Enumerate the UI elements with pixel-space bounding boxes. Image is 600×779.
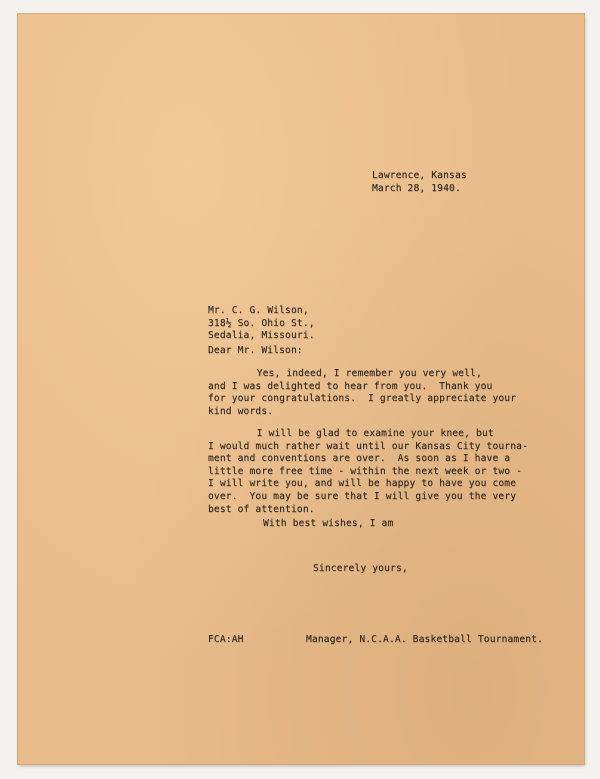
paragraph-line: and I was delighted to hear from you. Thank you — [208, 380, 493, 392]
paragraph-line: best of attention. — [208, 503, 315, 515]
recipient-name: Mr. C. G. Wilson, — [208, 305, 309, 316]
paragraph-line: I would much rather wait until our Kansas City tourna- — [208, 440, 528, 452]
dateline-city: Lawrence, Kansas — [372, 170, 467, 181]
paragraph-line: I will be glad to examine your knee, but — [233, 428, 494, 439]
reference-initials: FCA:AH — [208, 634, 244, 645]
dateline-date: March 28, 1940. — [372, 182, 461, 194]
recipient-address — [208, 305, 315, 343]
paragraph-line: for your congratulations. I greatly appreciate your — [208, 393, 517, 405]
recipient-street: 318½ So. Ohio St., — [208, 317, 315, 329]
closing-wishes: With best wishes, I am — [263, 518, 394, 529]
paragraph-1 — [208, 368, 517, 418]
paragraph-line: I will write you, and will be happy to have you come — [208, 478, 517, 490]
dateline — [372, 170, 467, 195]
paragraph-line: kind words. — [208, 405, 274, 417]
salutation: Dear Mr. Wilson: — [208, 345, 303, 356]
signature-title: Manager, N.C.A.A. Basketball Tournament. — [306, 634, 544, 645]
paragraph-2 — [208, 428, 528, 516]
paragraph-line: little more free time - within the next week or two - — [208, 465, 523, 477]
paragraph-line: over. You may be sure that I will give you the very — [208, 490, 517, 502]
paragraph-line: Yes, indeed, I remember you very well, — [233, 368, 482, 379]
complimentary-close: Sincerely yours, — [313, 563, 408, 574]
paragraph-line: ment and conventions are over. As soon as I have a — [208, 453, 511, 465]
recipient-city: Sedalia, Missouri. — [208, 330, 315, 342]
